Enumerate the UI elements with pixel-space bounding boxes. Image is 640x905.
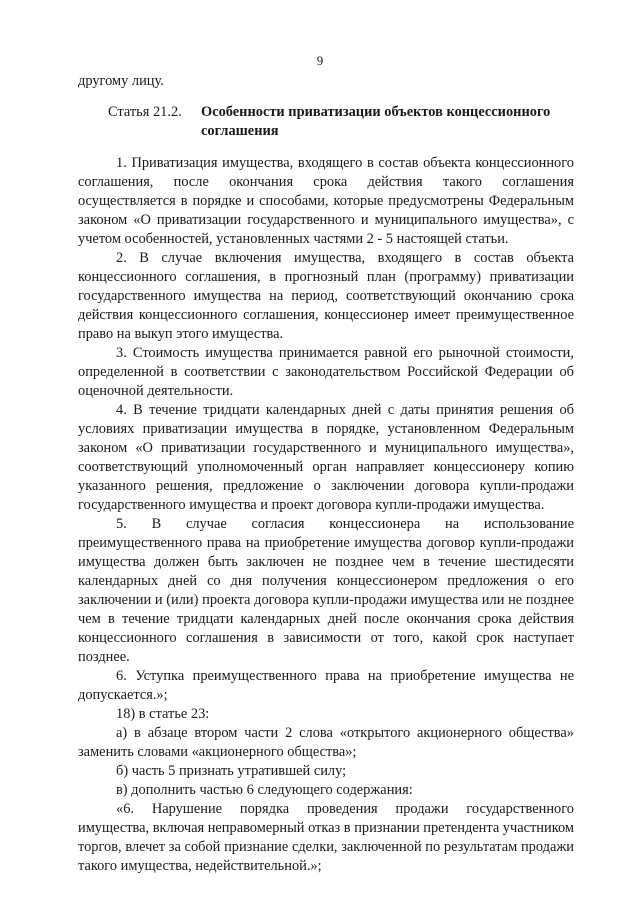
amendment-subitem-v: в) дополнить частью 6 следующего содержания:	[116, 782, 413, 798]
document-body	[78, 72, 574, 876]
paragraph-2: 2. В случае включения имущества, входящего в состав объекта концессионного соглашения, в прогнозный план (программу) приватизации государственного имущества на период, соответствующий окончанию срока действия концессионного соглашения, концессионер имеет преимущественное право на выкуп этого имущества.	[78, 250, 574, 342]
amendment-item-18: 18) в статье 23:	[116, 706, 210, 722]
continuation-text: другому лицу.	[78, 73, 164, 89]
amendment-subitem-a: а) в абзаце втором части 2 слова «открытого акционерного общества» заменить словами «акционерного общества»;	[78, 725, 574, 760]
paragraph-1: 1. Приватизация имущества, входящего в состав объекта концессионного соглашения, после окончания срока действия такого соглашения осуществляется в порядке и способами, которые предусмотрены Федеральным законом «О приватизации государственного и муниципального имущества», с учетом особенностей, установленных частями 2 - 5 настоящей статьи.	[78, 155, 574, 247]
page-number: 9	[316, 53, 324, 68]
amendment-subitem-b: б) часть 5 признать утратившей силу;	[116, 763, 347, 779]
article-label: Статья 21.2.	[108, 104, 182, 120]
quoted-part-6: «6. Нарушение порядка проведения продажи государственного имущества, включая неправомерный отказ в признании претендента участником торгов, влечет за собой признание сделки, заключенной по результатам продажи такого имущества, недействительной.»;	[78, 801, 574, 874]
paragraph-4: 4. В течение тридцати календарных дней с даты принятия решения об условиях приватизации имущества в порядке, установленном Федеральным законом «О приватизации государственного и муниципального имущества», соответствующий уполномоченный орган направляет концессионеру копию указанного решения, предложение о заключении договора купли-продажи государственного имущества и проект договора купли-продажи имущества.	[78, 402, 574, 513]
paragraph-6: 6. Уступка преимущественного права на приобретение имущества не допускается.»;	[78, 668, 574, 703]
article-title: Особенности приватизации объектов концессионного соглашения	[201, 104, 551, 139]
article-heading	[78, 103, 574, 141]
paragraph-3: 3. Стоимость имущества принимается равной его рыночной стоимости, определенной в соответствии с законодательством Российской Федерации об оценочной деятельности.	[78, 345, 574, 399]
paragraph-5: 5. В случае согласия концессионера на использование преимущественного права на приобретение имущества договор купли-продажи имущества должен быть заключен не позднее чем в течение шестидесяти календарных дней со дня получения концессионером предложения о его заключении и (или) проекта договора купли-продажи имущества или не позднее чем в течение тридцати календарных дней после окончания срока действия концессионного соглашения в зависимости от того, какой срок наступает позднее.	[78, 516, 574, 665]
